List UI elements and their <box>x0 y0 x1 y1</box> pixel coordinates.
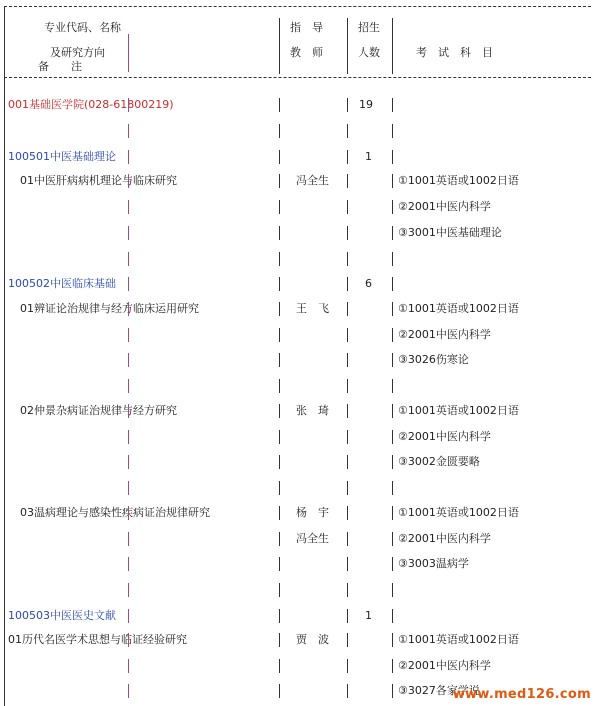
separator-bar <box>128 353 129 367</box>
separator-bar <box>279 404 280 418</box>
separator-bar <box>392 328 393 342</box>
separator-bar <box>279 302 280 316</box>
separator-bar <box>347 353 348 367</box>
separator-bar <box>392 583 393 597</box>
separator-bar <box>279 226 280 240</box>
separator-bar <box>347 252 348 266</box>
col1-divider-header <box>128 34 129 72</box>
exam-item: ①1001英语或1002日语 <box>398 174 519 187</box>
separator-bar <box>392 379 393 393</box>
separator-bar <box>347 277 348 291</box>
separator-bar <box>392 302 393 316</box>
separator-bar <box>392 404 393 418</box>
exam-item: ②2001中医内科学 <box>398 430 491 443</box>
separator-bar <box>279 481 280 495</box>
separator-bar <box>128 174 129 188</box>
separator-bar <box>279 252 280 266</box>
separator-bar <box>347 506 348 520</box>
separator-bar <box>279 124 280 138</box>
direction-teacher-secondary: 冯全生 <box>296 532 329 545</box>
separator-bar <box>392 506 393 520</box>
left-border <box>4 6 5 706</box>
exam-item: ①1001英语或1002日语 <box>398 506 519 519</box>
separator-bar <box>128 302 129 316</box>
separator-bar <box>128 328 129 342</box>
major-count: 6 <box>365 277 372 290</box>
exam-item: ③3001中医基础理论 <box>398 226 502 239</box>
separator-bar <box>279 506 280 520</box>
direction-teacher: 王 飞 <box>296 302 329 315</box>
separator-bar <box>347 659 348 673</box>
separator-bar <box>279 150 280 164</box>
separator-bar <box>279 557 280 571</box>
major-label: 100503中医医史文献 <box>8 609 116 622</box>
separator-bar <box>347 226 348 240</box>
exam-item: ②2001中医内科学 <box>398 532 491 545</box>
direction-label: 01中医肝病病机理论与临床研究 <box>20 174 177 187</box>
header-col1-line2: 及研究方向 <box>50 46 105 59</box>
college-count: 19 <box>359 98 373 111</box>
major-count: 1 <box>365 150 372 163</box>
separator-bar <box>392 277 393 291</box>
separator-bar <box>128 124 129 138</box>
separator-bar <box>347 583 348 597</box>
separator-bar <box>392 455 393 469</box>
separator-bar <box>279 583 280 597</box>
exam-item: ①1001英语或1002日语 <box>398 302 519 315</box>
col3-divider-header <box>347 18 348 74</box>
header-col2-line1: 指 导 <box>290 21 323 34</box>
separator-bar <box>279 684 280 698</box>
separator-bar <box>347 124 348 138</box>
separator-bar <box>279 430 280 444</box>
separator-bar <box>128 226 129 240</box>
separator-bar <box>128 150 129 164</box>
exam-item: ①1001英语或1002日语 <box>398 633 519 646</box>
watermark: www.med126.com <box>452 687 591 702</box>
major-count: 1 <box>365 609 372 622</box>
separator-bar <box>347 430 348 444</box>
separator-bar <box>392 124 393 138</box>
direction-label: 01历代名医学术思想与临证经验研究 <box>8 633 187 646</box>
separator-bar <box>128 200 129 214</box>
direction-teacher: 冯全生 <box>296 174 329 187</box>
major-label: 100502中医临床基础 <box>8 277 116 290</box>
separator-bar <box>279 609 280 623</box>
direction-label: 02仲景杂病证治规律与经方研究 <box>20 404 177 417</box>
col4-divider-header <box>392 18 393 74</box>
separator-bar <box>128 609 129 623</box>
separator-bar <box>128 532 129 546</box>
separator-bar <box>128 252 129 266</box>
header-top-rule <box>4 6 591 7</box>
header-col2-line2: 教 师 <box>290 46 323 59</box>
separator-bar <box>128 430 129 444</box>
direction-teacher: 张 琦 <box>296 404 329 417</box>
separator-bar <box>392 532 393 546</box>
header-col4: 考 试 科 目 <box>416 46 493 59</box>
separator-bar <box>279 659 280 673</box>
separator-bar <box>128 404 129 418</box>
separator-bar <box>347 609 348 623</box>
separator-bar <box>128 583 129 597</box>
separator-bar <box>347 455 348 469</box>
exam-item: ③3003温病学 <box>398 557 469 570</box>
separator-bar <box>392 226 393 240</box>
separator-bar <box>347 379 348 393</box>
separator-bar <box>392 684 393 698</box>
direction-label: 01辨证论治规律与经方临床运用研究 <box>20 302 199 315</box>
separator-bar <box>392 659 393 673</box>
separator-bar <box>128 455 129 469</box>
separator-bar <box>392 430 393 444</box>
separator-bar <box>279 174 280 188</box>
separator-bar <box>128 277 129 291</box>
separator-bar <box>347 684 348 698</box>
separator-bar <box>347 328 348 342</box>
separator-bar <box>279 328 280 342</box>
separator-bar <box>128 506 129 520</box>
college-label: 001基础医学院(028-61800219) <box>8 98 174 111</box>
separator-bar <box>128 557 129 571</box>
separator-bar <box>279 200 280 214</box>
exam-item: ②2001中医内科学 <box>398 328 491 341</box>
col2-divider-header <box>279 18 280 74</box>
exam-item: ②2001中医内科学 <box>398 200 491 213</box>
header-col1-line3: 备 注 <box>38 60 82 73</box>
separator-bar <box>279 633 280 647</box>
separator-bar <box>279 379 280 393</box>
separator-bar <box>392 481 393 495</box>
separator-bar <box>347 174 348 188</box>
exam-item: ③3026伤寒论 <box>398 353 469 366</box>
separator-bar <box>347 532 348 546</box>
separator-bar <box>392 200 393 214</box>
separator-bar <box>128 684 129 698</box>
exam-item: ①1001英语或1002日语 <box>398 404 519 417</box>
separator-bar <box>347 481 348 495</box>
header-bottom-rule <box>4 77 591 78</box>
separator-bar <box>347 150 348 164</box>
separator-bar <box>392 353 393 367</box>
separator-bar <box>128 481 129 495</box>
separator-bar <box>128 379 129 393</box>
separator-bar <box>392 609 393 623</box>
separator-bar <box>279 532 280 546</box>
separator-bar <box>128 659 129 673</box>
direction-teacher: 杨 宇 <box>296 506 329 519</box>
separator-bar <box>279 277 280 291</box>
direction-teacher: 贾 波 <box>296 633 329 646</box>
separator-bar <box>392 174 393 188</box>
separator-bar <box>279 98 280 112</box>
exam-item: ③3027各家学说 <box>398 684 480 697</box>
separator-bar <box>347 557 348 571</box>
separator-bar <box>392 633 393 647</box>
direction-label: 03温病理论与感染性疾病证治规律研究 <box>20 506 210 519</box>
separator-bar <box>392 150 393 164</box>
separator-bar <box>279 353 280 367</box>
separator-bar <box>347 98 348 112</box>
separator-bar <box>392 557 393 571</box>
header-col3-line2: 人数 <box>358 46 380 59</box>
separator-bar <box>347 302 348 316</box>
separator-bar <box>128 98 129 112</box>
header-col1-line1: 专业代码、名称 <box>44 21 121 34</box>
major-label: 100501中医基础理论 <box>8 150 116 163</box>
exam-item: ③3002金匮要略 <box>398 455 480 468</box>
separator-bar <box>279 455 280 469</box>
exam-item: ②2001中医内科学 <box>398 659 491 672</box>
separator-bar <box>392 98 393 112</box>
separator-bar <box>347 200 348 214</box>
separator-bar <box>347 404 348 418</box>
separator-bar <box>128 633 129 647</box>
separator-bar <box>392 252 393 266</box>
separator-bar <box>347 633 348 647</box>
header-col3-line1: 招生 <box>358 21 380 34</box>
